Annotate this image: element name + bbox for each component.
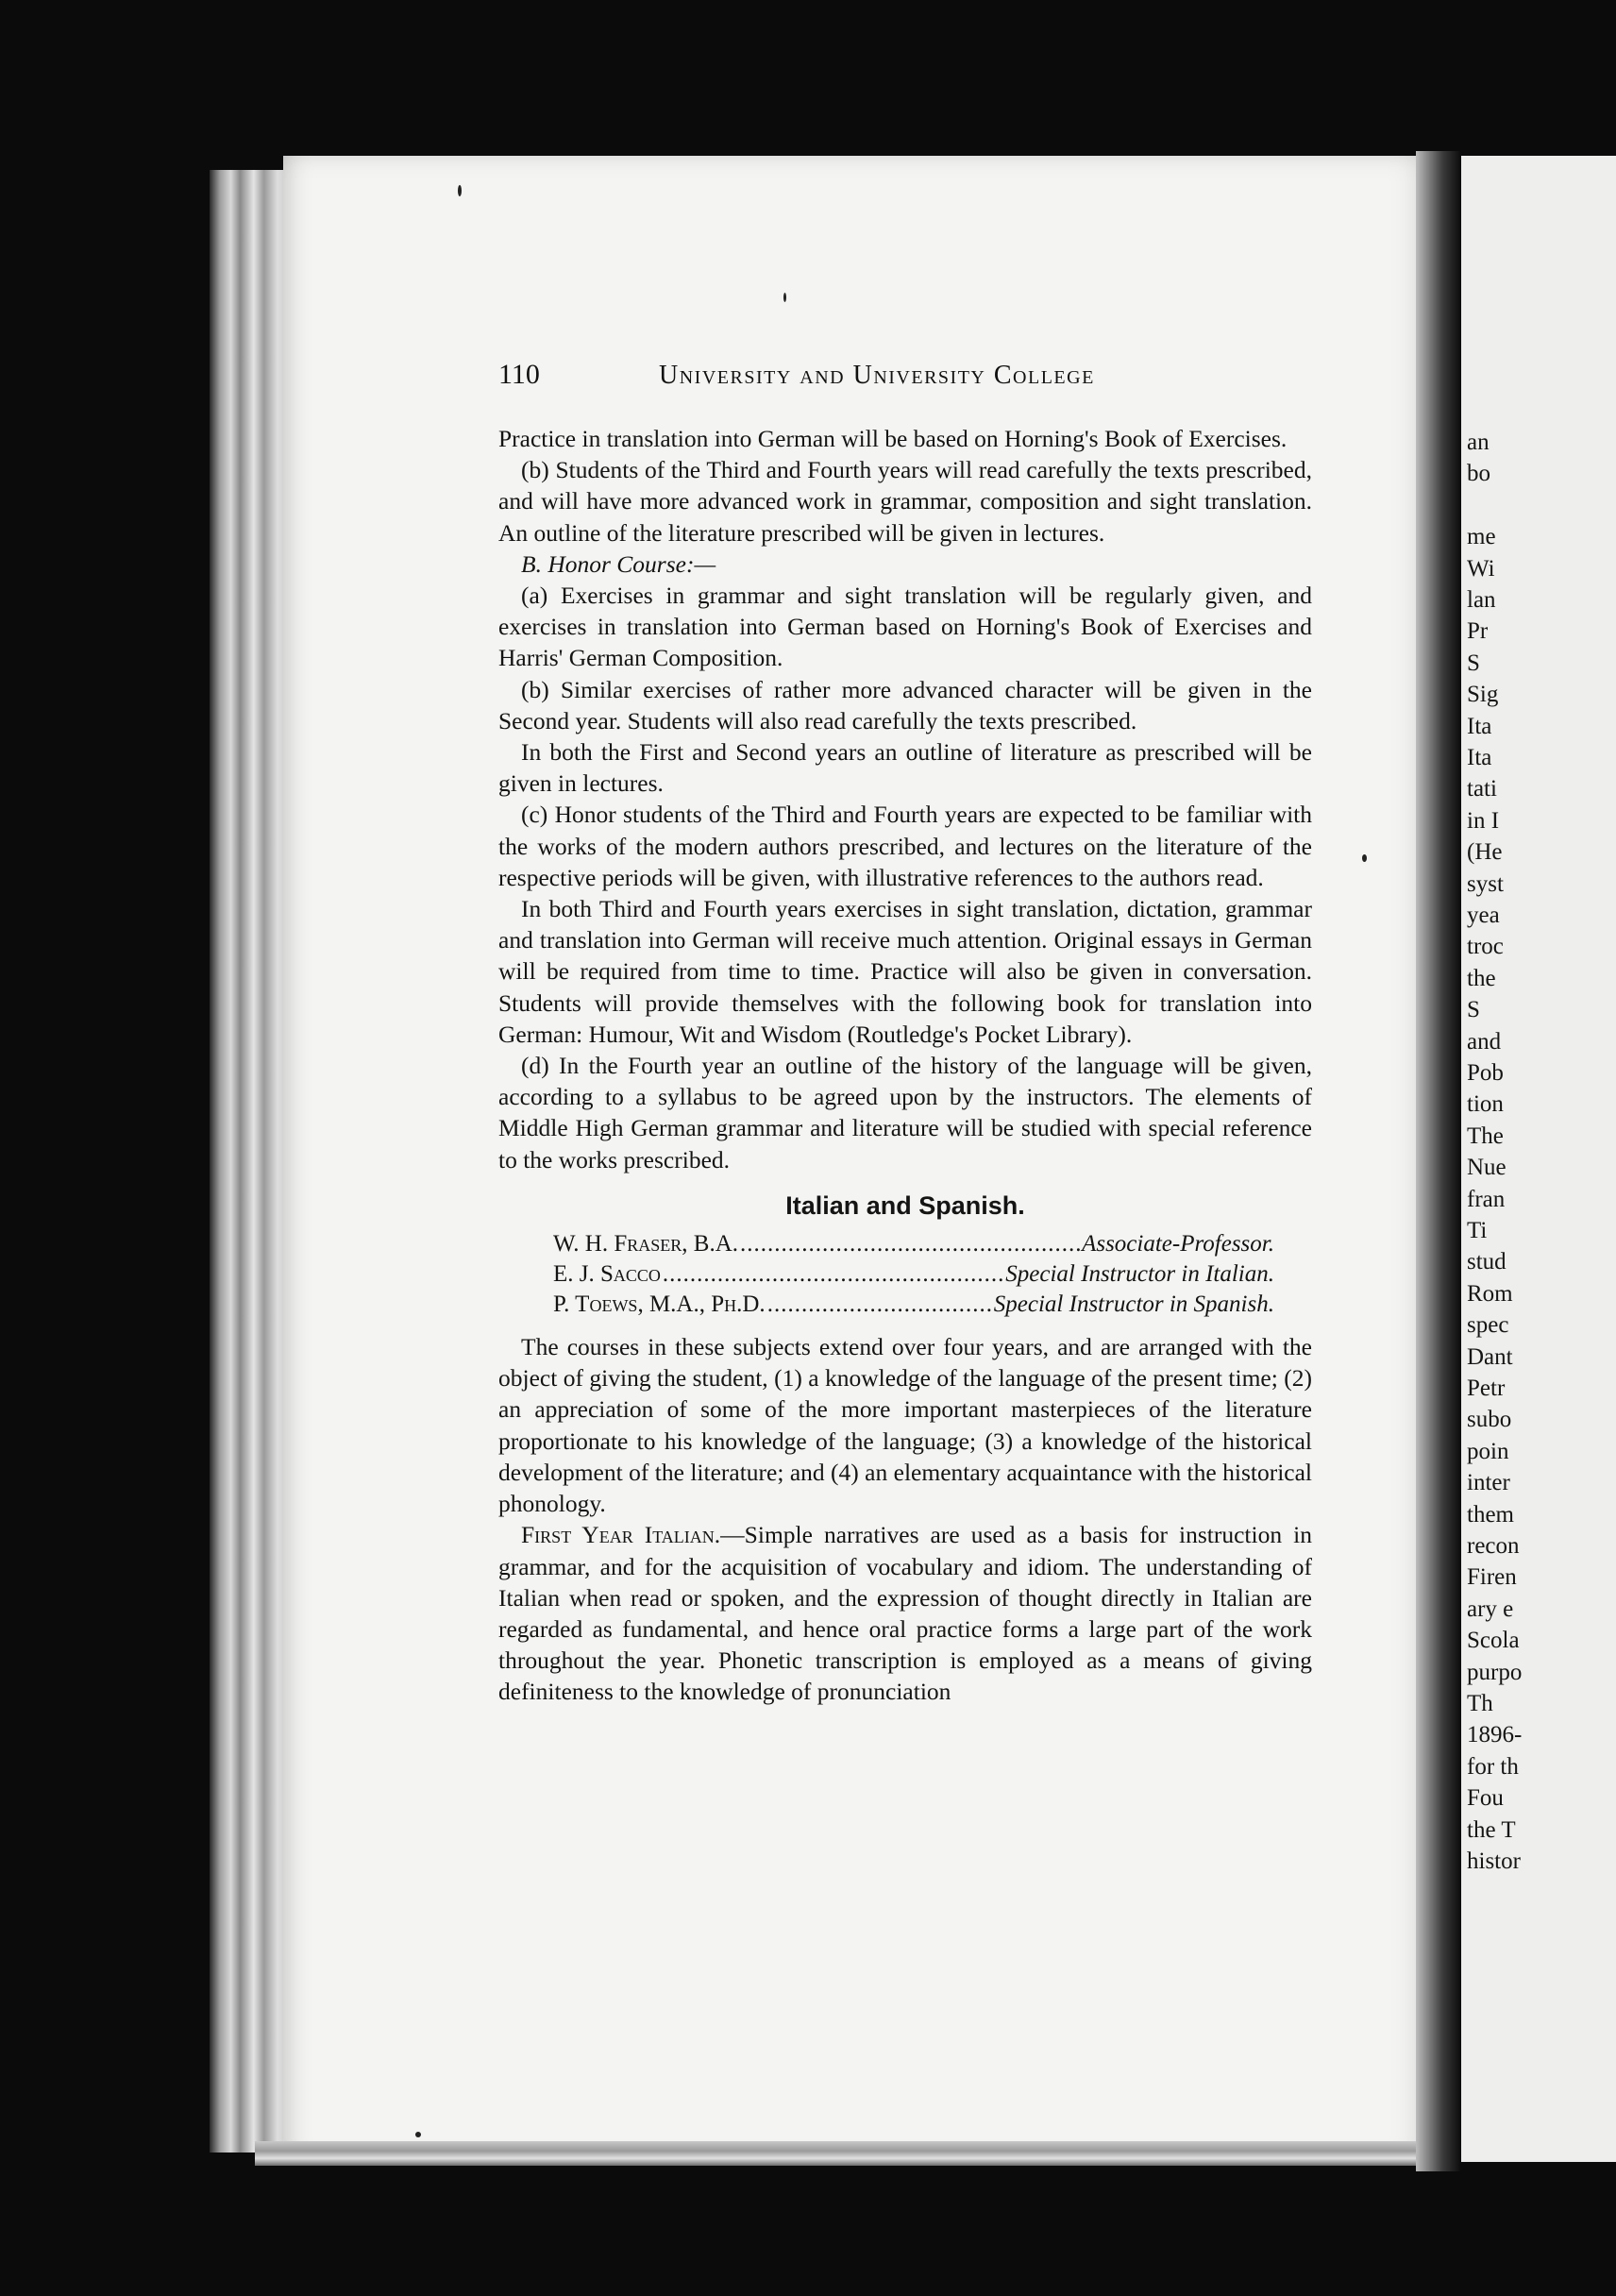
section-heading: Italian and Spanish. bbox=[785, 1190, 1025, 1220]
leader-dots bbox=[663, 1259, 1003, 1290]
paragraph: The courses in these subjects extend over four years, and are arranged with the object of giving the student, (1) a knowledge of the language of the present time; (2) an appreciation of some of the more important masterpieces of the literature proportionate to his knowledge of the language; (3) a knowledge of the historical development of the literature; and (4) an elementary acquaintance with the historical phonology. bbox=[498, 1333, 1312, 1518]
paragraph: In both the First and Second years an outline of literature as prescribed will be given in lectures. bbox=[498, 738, 1312, 798]
facing-page-fragment: in I bbox=[1467, 807, 1500, 834]
honor-course-heading: B. Honor Course:— bbox=[521, 549, 716, 578]
facing-page-fragment: recon bbox=[1467, 1533, 1520, 1559]
paragraph: (a) Exercises in grammar and sight translation will be regularly given, and exercises in translation into German based on Horning's Book of Exercises and Harris' German Composition. bbox=[498, 582, 1312, 672]
facing-page-fragment: and bbox=[1467, 1028, 1502, 1055]
staff-title: Special Instructor in Italian. bbox=[1005, 1261, 1274, 1288]
staff-list bbox=[553, 1229, 1312, 1320]
facing-page-fragment: Sig bbox=[1467, 682, 1499, 708]
paragraph: (d) In the Fourth year an outline of the history of the language will be given, according to a syllabus to be agreed upon by the instructors. The elements of Middle High German grammar and literature will be studied with special reference to the works prescribed. bbox=[498, 1052, 1312, 1173]
staff-title: Special Instructor in Spanish. bbox=[993, 1292, 1274, 1318]
facing-page-fragment: Petr bbox=[1467, 1376, 1506, 1401]
staff-title: Associate-Professor. bbox=[1082, 1231, 1274, 1258]
facing-page-fragment: lan bbox=[1467, 587, 1496, 613]
ink-speck bbox=[783, 293, 786, 302]
facing-page-fragment: S bbox=[1467, 650, 1480, 676]
facing-page-fragment: The bbox=[1467, 1123, 1504, 1149]
facing-page-fragment: Scola bbox=[1467, 1628, 1520, 1654]
book-gutter bbox=[1416, 151, 1461, 2171]
facing-page-fragment: inter bbox=[1467, 1470, 1510, 1496]
page-header bbox=[498, 359, 1312, 397]
facing-page-fragment: Rom bbox=[1467, 1280, 1513, 1307]
leader-dots bbox=[767, 1290, 992, 1320]
facing-page-fragment: Ti bbox=[1467, 1218, 1488, 1243]
facing-page-fragment: tion bbox=[1467, 1091, 1504, 1118]
facing-page-fragment: an bbox=[1467, 430, 1490, 455]
paragraph bbox=[498, 1519, 1312, 1707]
staff-row bbox=[553, 1259, 1312, 1290]
facing-page-fragment: the bbox=[1467, 965, 1496, 991]
facing-page-fragment: Pr bbox=[1467, 618, 1489, 645]
paragraph: (b) Students of the Third and Fourth years will read carefully the texts prescribed, and will have more advanced work in grammar, composition and sight translation. An outline of the literature prescribed will be given in lectures. bbox=[498, 456, 1312, 547]
page-bottom-edge bbox=[255, 2141, 1444, 2166]
facing-page-fragment: me bbox=[1467, 524, 1496, 550]
first-year-lead: First Year Italian. bbox=[521, 1521, 721, 1549]
text-body bbox=[498, 423, 1312, 1708]
facing-page-fragment: poin bbox=[1467, 1438, 1509, 1464]
staff-name: E. J. Sacco bbox=[553, 1261, 661, 1288]
facing-page-fragment: bo bbox=[1467, 461, 1490, 487]
facing-page-fragment: syst bbox=[1467, 870, 1504, 897]
facing-page-fragment: spec bbox=[1467, 1312, 1509, 1339]
facing-page-fragment: Wi bbox=[1467, 555, 1495, 582]
paragraph: (c) Honor students of the Third and Fourth years are expected to be familiar with the works of the modern authors prescribed, and lectures on the literature of the respective periods will be given, with illustrative references to the authors read. bbox=[498, 801, 1312, 891]
ink-speck bbox=[1362, 854, 1367, 862]
running-title: University and University College bbox=[659, 361, 1095, 390]
facing-page-fragment: Ita bbox=[1467, 713, 1492, 739]
staff-name: W. H. Fraser, B.A. bbox=[553, 1231, 739, 1258]
facing-page-fragment: Firen bbox=[1467, 1564, 1517, 1591]
facing-page-fragment: yea bbox=[1467, 903, 1500, 928]
facing-page bbox=[1461, 156, 1616, 2162]
facing-page-fragment: Ita bbox=[1467, 745, 1492, 770]
facing-page-fragment: S bbox=[1467, 997, 1480, 1023]
facing-page-fragment: 1896- bbox=[1467, 1722, 1523, 1748]
facing-page-fragment: purpo bbox=[1467, 1659, 1523, 1685]
facing-page-fragment: the T bbox=[1467, 1816, 1516, 1843]
ink-speck bbox=[458, 185, 462, 196]
facing-page-fragment: troc bbox=[1467, 934, 1504, 960]
paragraph: Practice in translation into German will be based on Horning's Book of Exercises. bbox=[498, 425, 1288, 452]
staff-name: P. Toews, M.A., Ph.D. bbox=[553, 1292, 766, 1318]
facing-page-fragment: them bbox=[1467, 1501, 1514, 1528]
facing-page-fragment: Pob bbox=[1467, 1060, 1504, 1086]
facing-page-fragment: stud bbox=[1467, 1249, 1507, 1275]
facing-page-fragment: Nue bbox=[1467, 1155, 1507, 1181]
paragraph: In both Third and Fourth years exercises in sight translation, dictation, grammar and translation into German will receive much attention. Original essays in German will be required from time to time. Practice will also be given in conversation. Students will provide themselves with the following book for translation into German: Humour, Wit and Wisdom (Routledge's Pocket Library). bbox=[498, 895, 1312, 1048]
facing-page-fragment: subo bbox=[1467, 1407, 1512, 1433]
facing-page-fragment: fran bbox=[1467, 1186, 1506, 1212]
facing-page-fragment: (He bbox=[1467, 839, 1503, 866]
facing-page-fragment: tati bbox=[1467, 776, 1497, 802]
first-year-text: —Simple narratives are used as a basis for instruction in grammar, and for the acquisition of vocabulary and idiom. The understanding of Italian when read or spoken, and the expression of thought directly in Italian are regarded as fundamental, and hence oral practice forms a large part of the work throughout the year. Phonetic transcription is employed as a means of giving definiteness to the knowledge of pronunciation bbox=[498, 1521, 1312, 1706]
facing-page-fragment: Fou bbox=[1467, 1785, 1504, 1812]
facing-page-fragment: for th bbox=[1467, 1753, 1519, 1780]
staff-row bbox=[553, 1290, 1312, 1320]
paragraph: (b) Similar exercises of rather more advanced character will be given in the Second year. Students will also read carefully the texts prescribed. bbox=[498, 675, 1312, 734]
book-page-edges bbox=[210, 170, 295, 2152]
facing-page-fragment: ary e bbox=[1467, 1595, 1514, 1622]
staff-row bbox=[553, 1229, 1312, 1259]
page-number: 110 bbox=[498, 359, 540, 390]
facing-page-fragment: Dant bbox=[1467, 1343, 1513, 1370]
facing-page-fragment: Th bbox=[1467, 1691, 1493, 1716]
ink-speck bbox=[415, 2132, 421, 2137]
facing-page-fragment: histor bbox=[1467, 1849, 1521, 1874]
leader-dots bbox=[740, 1229, 1080, 1259]
